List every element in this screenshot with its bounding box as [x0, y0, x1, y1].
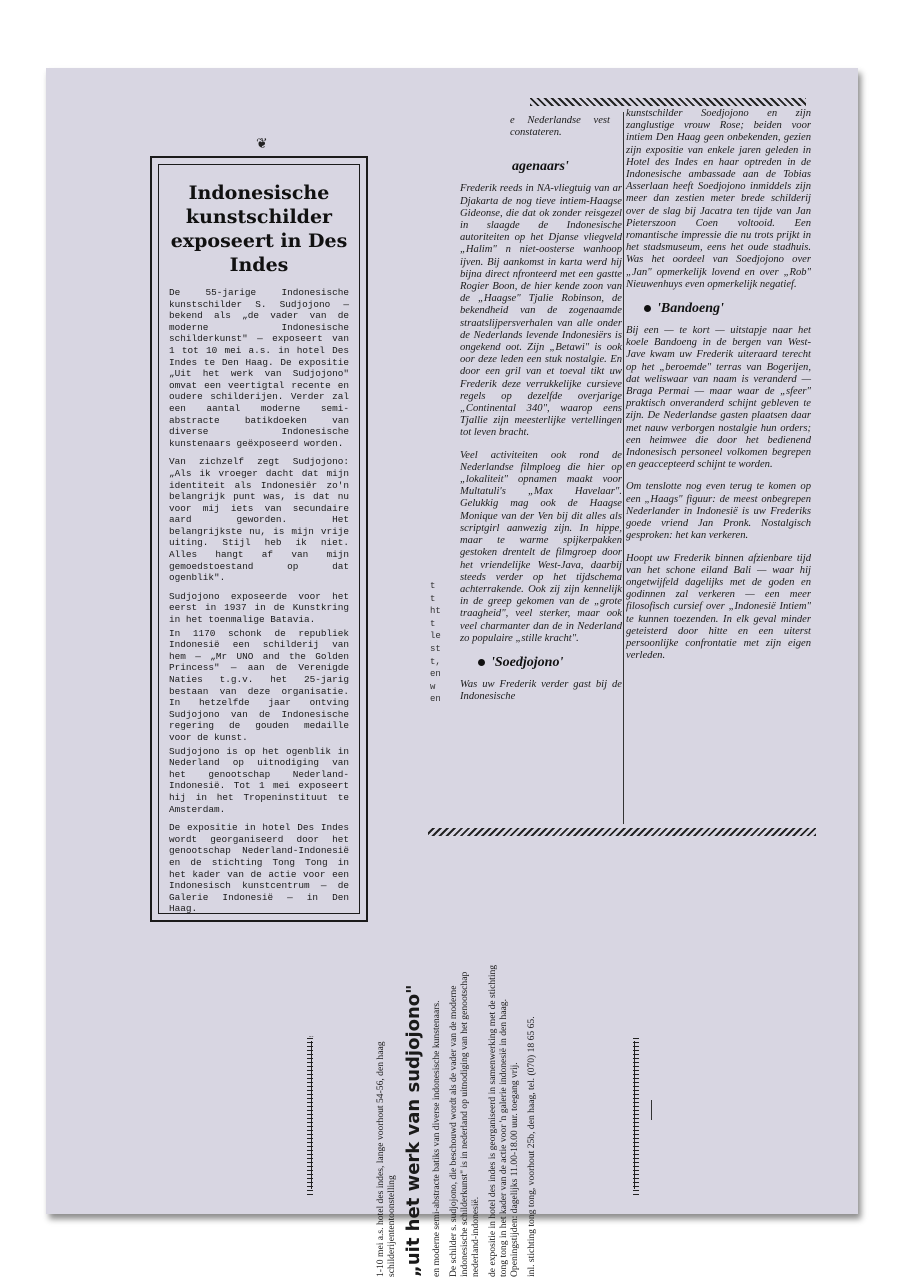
middle-closing: Was uw Frederik verder gast bij de Indonesische [460, 678, 622, 703]
bullet-icon [644, 305, 651, 312]
ad-line: De schilder s. sudjojono, die beschouwd wordt als de vader van de moderne indonesische schilderkunst" is in nederland op uitnodiging van het genootschap nederland-indonesië. [448, 971, 481, 1277]
ad-title: „uit het werk van sudjojono" [403, 984, 424, 1277]
right-paragraph: Hoopt uw Frederik binnen afzienbare tijd van het schone eiland Bali — waar hij ongetwijfeld dagelijks met de goden en godinnen zal verkeren — een meer filosofisch cursief over „Indonesië Intiem" te kunnen toezenden. In elk geval minder geteisterd door hitte en een uiterst persoonlijke confrontatie met zijn eigen verleden. [626, 552, 811, 662]
middle-subhead-soedjojono [478, 655, 622, 671]
subhead-label: 'Bandoeng' [657, 301, 724, 317]
ornament-icon: ❦ [256, 136, 268, 152]
edge-letter: ht [430, 606, 441, 617]
article-paragraph: Van zichzelf zegt Sudjojono: „Als ik vroeger dacht dat mijn identiteit als Indonesiër zo'n belangrijk punt was, is dat nu voor mij iets van secundaire aard geworden. Het belangrijkste nu, is mijn vrije uiting. Stijl heb ik niet. Alles hangt af van mijn gemoedstoestand op dat ogenblik". [169, 456, 349, 584]
middle-top-fragment: e Nederlandse vest constateren. [510, 115, 610, 139]
left-article-clipping [150, 156, 368, 922]
middle-column [430, 115, 622, 823]
middle-paragraph: Veel activiteiten ook rond de Nederlandse filmploeg die hier op „lokaliteit" opnamen maakt voor Multatuli's „Max Havelaar". Gelukkig mag ook de Haagse Monique van der Ven bij dit alles als scriptgirl aanwezig zijn. In hippe, maar te warme spijkerpakken gestoken drentelt de filmgroep door het vriendelijke West-Java, daarbij steeds verder op het tijdschema achterrakende. Ook zij zijn kennelijk in de greep gekomen van de „grote traagheid", veel sterker, maar ook veel charmanter dan de in Nederland zo populaire „stille kracht". [460, 449, 622, 644]
middle-paragraph: Frederik reeds in NA-vliegtuig van ar Djakarta de nog tieve intiem-Haagse Gideonse, die dat ok zonder reisgezel in slaagde de Indonesische autoriteiten op het Djanse vliegveld „Halim" n niet-oosterse wanhoop ijven. Bij aankomst in karta werd hij bijna direct nfronteerd met een gastte Rogier Boon, de hier kende zoon van de „Haagse" Tjalie Robinson, de bekendheid van de zogenaamde straatslijpersverhalen van alle onder de Nederlands levende Indonesiërs is ongekend oot. Zijn „Betawi" is ook oor deze leden een stuk nostalgie. En door een gril van et toeval tikt uw Frederik deze verrukkelijke cursieve regels op dezelfde overjarige „Continental 340", waarop eens Tjallie zijn meesterlijke vertellingen tot leven bracht. [460, 183, 622, 439]
column-divider [623, 112, 624, 824]
bottom-border-decoration [428, 828, 816, 836]
middle-body [430, 183, 622, 645]
left-article-frame [158, 164, 360, 914]
advertisement-clipping [303, 964, 643, 1277]
edge-letter: le [430, 631, 441, 642]
edge-letter: t [430, 618, 436, 629]
right-body [626, 108, 811, 291]
edge-letter: t, [430, 656, 441, 667]
edge-letter: t [430, 581, 436, 591]
middle-subhead: agenaars' [512, 159, 569, 175]
right-column [626, 108, 811, 820]
right-paragraph: Om tenslotte nog even terug te komen op een „Haags" figuur: de meest onbegrepen Nederlander in Indonesië is uw Frederiks goede vriend Jan Pronk. Nostalgisch gesproken: het kan verkeren. [626, 481, 811, 542]
edge-letter: t [430, 593, 436, 604]
ad-line: 1-10 mei a.s. hotel des indes, lange voorhout 54-56, den haag schilderijententoonstelling [375, 1041, 397, 1277]
article-paragraph: In 1170 schonk de republiek Indonesië een schilderij van hem — „Mr UNO and the Golden Princess" — aan de Verenigde Naties t.g.v. het 25-jarig bestaan van deze organisatie. In hetzelfde jaar ontving Sudjojono van de Indonesische regering de gouden medaille voor de kunst. [169, 627, 349, 743]
clipped-edge-letters [430, 580, 444, 706]
article-headline: Indonesische kunstschilder exposeert in Des Indes [170, 182, 348, 276]
bullet-icon [478, 659, 485, 666]
right-body-2 [626, 325, 811, 662]
advertisement-text [375, 957, 543, 1277]
article-paragraph: De expositie in hotel Des Indes wordt georganiseerd door het genootschap Nederland-Indonesië en de stichting Tong Tong in het kader van de actie voor een Indonesisch kunstcentrum — de Galerie Indonesië — in Den Haag. [169, 822, 349, 915]
article-paragraph: Sudjojono is op het ogenblik in Nederland op uitnodiging van het genootschap Nederland-Indonesië. Tot 1 mei exposeert hij in het Tropeninstituut te Amsterdam. [169, 745, 349, 815]
edge-letter: en [430, 669, 441, 680]
subhead-label: 'Soedjojono' [491, 654, 564, 670]
edge-letter: st [430, 643, 441, 654]
right-paragraph: Bij een — te kort — uitstapje naar het koele Bandoeng in de bergen van West-Jave kwam uw Frederik uiteraard terecht op het „beroemde" terras van Bogerijen, dat weliswaar van naam is veranderd — Braga Permai — maar waar de „sfeer" praktisch onveranderd schijnt gebleven te zijn. De Nederlandse gasten plaatsen daar met nauw verborgen nostalgie hun orders; een heimwee die door het bedienend Indonesisch personeel volkomen begrepen en geaccepteerd schijnt te worden. [626, 325, 811, 471]
edge-letter: w [430, 681, 436, 692]
right-subhead-bandoeng [644, 301, 811, 317]
article-paragraph: Sudjojono exposeerde voor het eerst in 1937 in de Kunstkring in het toenmalige Batavia. [169, 590, 349, 626]
ad-line: inl. stichting tong tong, voorhout 25b, den haag, tel. (070) 18 65 65. [526, 1016, 537, 1277]
margin-tick [651, 1100, 652, 1120]
ad-line: de expositie in hotel des indes is georganiseerd in samenwerking met de stichting tong tong in het kader van de actie voor 'n galerie indonesië in den haag. Openingstijden: dagelijks 11.00-18.00 uur. toegang vrij. [487, 964, 520, 1277]
top-border-decoration [530, 98, 806, 106]
rotated-advertisement [375, 957, 543, 1277]
right-paragraph: kunstschilder Soedjojono en zijn zanglustige vrouw Rose; beiden voor intiem Den Haag geen onbekenden, gezien zijn expositie van enkele jaren geleden in Hotel des Indes en haar optreden in de Indonesische ambassade aan de Tobias Asserlaan heeft Soedjojono inmiddels zijn meer dan zestien meter brede schilderij over de slag bij Jacatra ten tijde van Jan Pieterszoon Coen voltooid. Een romantische impressie die nu trots prijkt in het stadsmuseum, eens het oude stadhuis. Was het oordeel van Soedjojono over „Jan" opmerkelijk lovend en over „Rob" Nieuwenhuys even opmerkelijk negatief. [626, 108, 811, 290]
article-body [169, 287, 349, 915]
article-paragraph: De 55-jarige Indonesische kunstschilder S. Sudjojono — bekend als „de vader van de moderne Indonesische schilderkunst" — exposeert van 1 tot 10 mei a.s. in hotel Des Indes te Den Haag. De expositie „Uit het werk van Sudjojono" omvat een veertigtal recente en oudere schilderijen. Verder zal een aantal moderne semi-abstracte batikdoeken van diverse Indonesische kunstenaars geëxposeerd worden. [169, 287, 349, 449]
edge-letter: en [430, 694, 441, 705]
ad-line: en moderne semi-abstracte batiks van diverse indonesische kunstenaars. [431, 1000, 442, 1277]
